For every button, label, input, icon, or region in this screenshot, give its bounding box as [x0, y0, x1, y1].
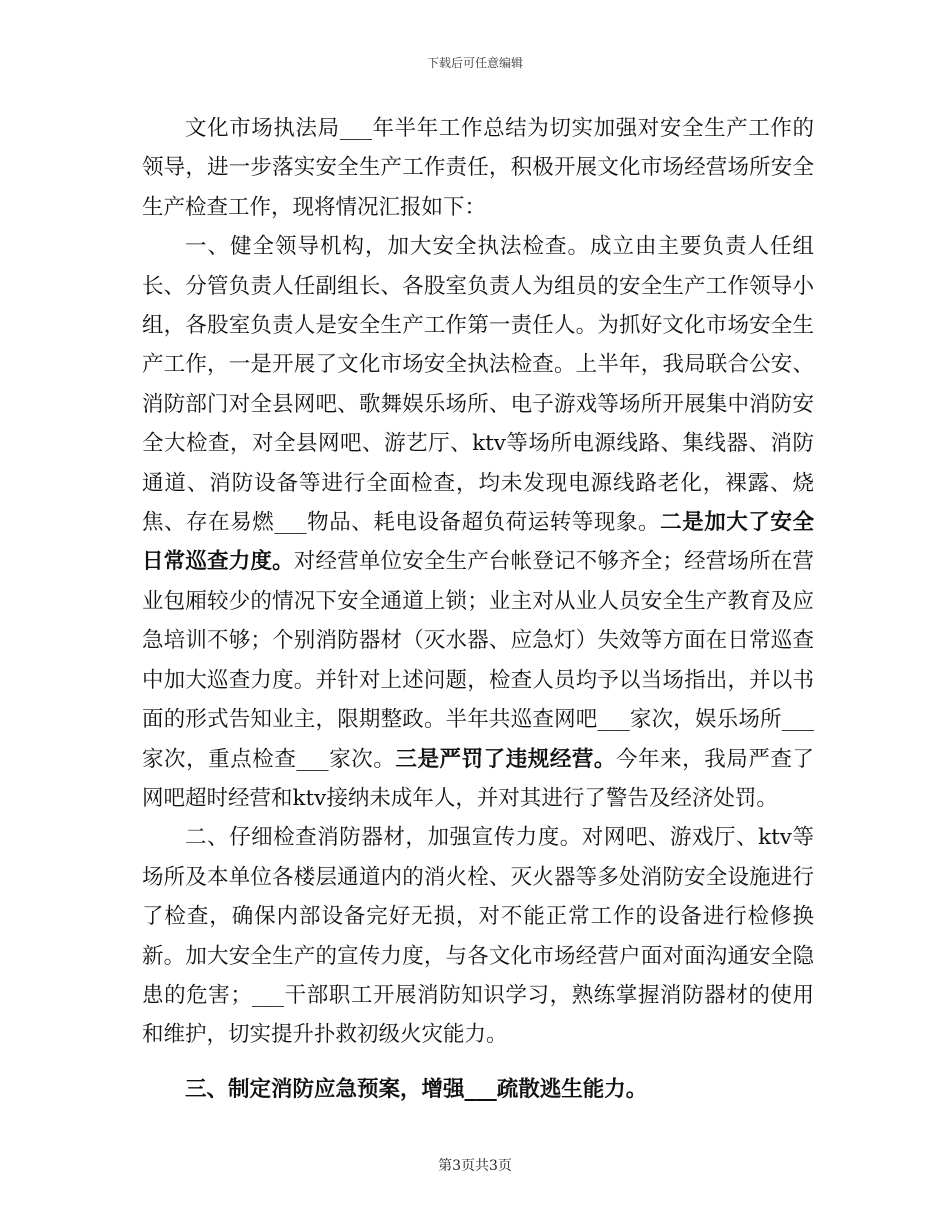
page-footer-number: 第3页共3页: [438, 1158, 512, 1174]
text-segment: 今年来，我局严查了网吧超时经营和ktv接纳未成年人，并对其进行了警告及经济处罚。: [142, 746, 814, 811]
bold-subheading: 三是严罚了违规经营。: [395, 746, 616, 772]
text-segment: 一、健全领导机构，加大安全执法检查。成立由主要负责人任组长、分管负责人任副组长、各股室负责人为组员的安全生产工作领导小组，各股室负责人是安全生产工作第一责任人。为抓好文化市场安全生产工作，一是开展了文化市场安全执法检查。上半年，我局联合公安、消防部门对全县网吧、歌舞娱乐场所、电子游戏等场所开展集中消防安全大检查，对全县网吧、游艺厅、ktv等场所电源线路、集线器、消防通道、消防设备等进行全面检查，均未发现电源线路老化，裸露、烧焦、存在易燃___物品、耗电设备超负荷运转等现象。: [142, 234, 814, 536]
paragraph-intro: [142, 109, 814, 227]
bold-subheading: 二是加大了安全日常巡查力度。: [142, 510, 814, 575]
page-header-note: 下载后可任意编辑: [426, 56, 523, 70]
paragraph-section-two: [142, 818, 814, 1054]
section-three-heading: 三、制定消防应急预案，增强___疏散逃生能力。: [185, 1076, 648, 1102]
paragraph-section-one: [142, 227, 814, 818]
text-segment: 二、仔细检查消防器材，加强宣传力度。对网吧、游戏厅、ktv等场所及本单位各楼层通道内的消火栓、灭火器等多处消防安全设施进行了检查，确保内部设备完好无损，对不能正常工作的设备进行检修换新。加大安全生产的宣传力度，与各文化市场经营户面对面沟通安全隐患的危害；___干部职工开展消防知识学习，熟练掌握消防器材的使用和维护，切实提升扑救初级火灾能力。: [142, 825, 814, 1048]
document-body: [142, 109, 814, 1109]
text-segment: 对经营单位安全生产台帐登记不够齐全；经营场所在营业包厢较少的情况下安全通道上锁；业主对从业人员安全生产教育及应急培训不够；个别消防器材（灭水器、应急灯）失效等方面在日常巡查中加大巡查力度。并针对上述问题，检查人员均予以当场指出，并以书面的形式告知业主，限期整政。半年共巡查网吧___家次，娱乐场所___家次，重点检查___家次。: [142, 549, 814, 772]
text-segment: 文化市场执法局___年半年工作总结为切实加强对安全生产工作的领导，进一步落实安全生产工作责任，积极开展文化市场经营场所安全生产检查工作，现将情况汇报如下：: [142, 116, 814, 220]
